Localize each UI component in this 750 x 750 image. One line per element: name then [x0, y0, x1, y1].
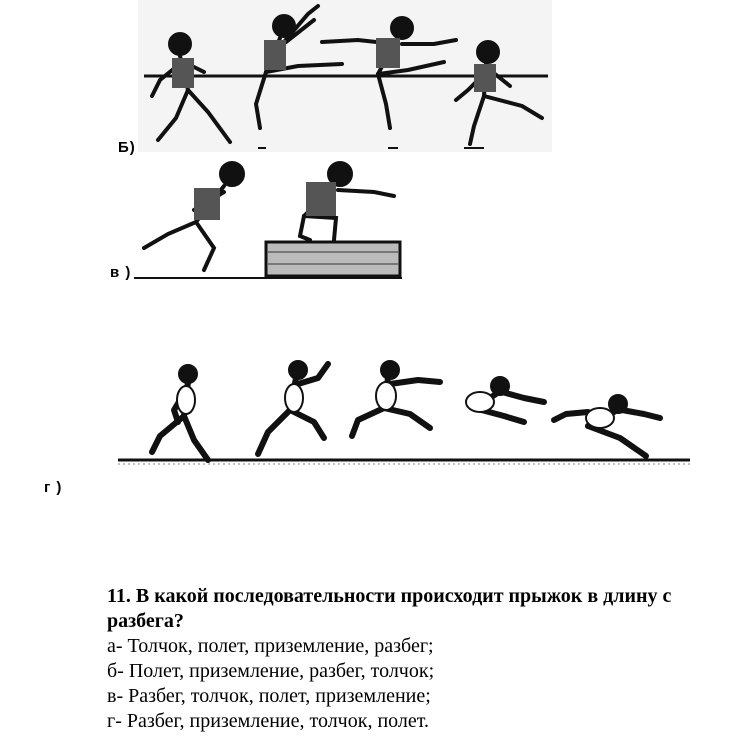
figure-v-label: в ) [110, 264, 132, 281]
option-v: в- Разбег, толчок, полет, приземление; [107, 685, 431, 707]
figure-g-long-jump [118, 356, 690, 468]
figure-g-label: г ) [44, 479, 63, 496]
option-a: а- Толчок, полет, приземление, разбег; [107, 635, 434, 657]
option-g: г- Разбег, приземление, толчок, полет. [107, 710, 429, 732]
question-title: 11. В какой последовательности происходит прыжок в длину с разбега? [107, 585, 672, 632]
option-b: б- Полет, приземление, разбег, толчок; [107, 660, 435, 682]
question-block [107, 584, 707, 734]
figure-b-label: Б) [118, 139, 136, 156]
figure-b-jump-over-rope [138, 0, 552, 152]
figure-v-jump-onto-box [128, 160, 408, 282]
